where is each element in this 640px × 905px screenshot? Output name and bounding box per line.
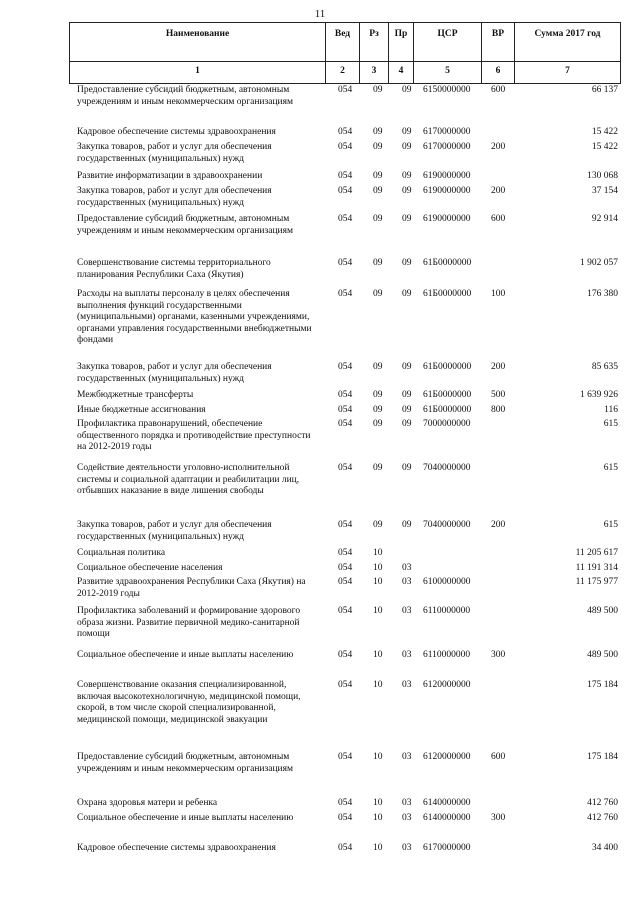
header-title: ВР	[491, 29, 505, 39]
row-pr: 09	[402, 520, 412, 530]
header-number: 5	[445, 66, 450, 76]
header-number: 3	[371, 66, 377, 76]
row-sum: 176 380	[587, 289, 618, 299]
header-col-ved	[325, 23, 359, 83]
header-col-rz	[359, 23, 388, 83]
row-pr: 03	[402, 606, 412, 616]
row-pr: 03	[402, 843, 412, 853]
row-csr: 61Б0000000	[423, 289, 472, 299]
row-vr: 200	[491, 362, 506, 372]
row-name: Кадровое обеспечение системы здравоохранения	[77, 127, 276, 137]
row-csr: 7040000000	[423, 520, 471, 530]
row-pr: 03	[402, 577, 412, 587]
row-rz: 09	[373, 186, 383, 196]
row-rz: 09	[373, 142, 383, 152]
row-name: Предоставление субсидий бюджетным, автономным учреждениям и иным некоммерческим организациям	[77, 752, 294, 774]
row-rz: 10	[373, 843, 383, 853]
row-sum: 15 422	[591, 142, 618, 152]
page-number: 11	[314, 8, 326, 20]
row-ved: 054	[338, 362, 353, 372]
row-vr: 100	[491, 289, 506, 299]
row-sum: 1 639 926	[580, 390, 618, 400]
header-col-vr	[481, 23, 514, 83]
row-vr: 600	[491, 85, 506, 95]
row-sum: 11 191 314	[575, 563, 618, 573]
row-pr: 09	[402, 171, 412, 181]
row-rz: 10	[373, 563, 383, 573]
row-rz: 09	[373, 171, 383, 181]
row-rz: 10	[373, 650, 383, 660]
row-rz: 10	[373, 752, 383, 762]
row-vr: 200	[491, 186, 506, 196]
row-ved: 054	[338, 798, 353, 808]
row-sum: 489 500	[587, 650, 618, 660]
row-pr: 03	[402, 813, 412, 823]
row-rz: 09	[373, 127, 383, 137]
row-csr: 6190000000	[423, 186, 471, 196]
row-rz: 09	[373, 85, 383, 95]
header-title: Рз	[369, 29, 379, 39]
row-sum: 615	[603, 463, 618, 473]
row-sum: 1 902 057	[580, 258, 618, 268]
row-sum: 37 154	[591, 186, 618, 196]
row-rz: 10	[373, 680, 383, 690]
row-name: Развитие здравоохранения Республики Саха (Якутия) на 2012-2019 годы	[77, 577, 306, 599]
row-vr: 600	[491, 214, 506, 224]
row-name: Закупка товаров, работ и услуг для обеспечения государственных (муниципальных) нужд	[77, 520, 272, 542]
row-rz: 10	[373, 548, 383, 558]
row-ved: 054	[338, 606, 353, 616]
row-rz: 09	[373, 362, 383, 372]
row-ved: 054	[338, 258, 353, 268]
header-col-pr	[388, 23, 413, 83]
row-vr: 300	[491, 813, 506, 823]
row-sum: 15 422	[591, 127, 618, 137]
row-vr: 200	[491, 142, 506, 152]
row-sum: 11 175 977	[575, 577, 618, 587]
row-csr: 7040000000	[423, 463, 471, 473]
row-ved: 054	[338, 752, 353, 762]
row-pr: 03	[402, 798, 412, 808]
row-name: Совершенствование оказания специализированной, включая высокотехнологичную, медицинской помощи, скорой, в том числе скорой специализированной, медицинской помощи, медицинской эвакуации	[77, 680, 301, 725]
row-sum: 412 760	[587, 798, 618, 808]
row-rz: 09	[373, 520, 383, 530]
row-sum: 175 184	[587, 752, 618, 762]
row-sum: 34 400	[591, 843, 618, 853]
row-pr: 09	[402, 142, 412, 152]
row-sum: 85 635	[591, 362, 618, 372]
header-col-name	[69, 23, 325, 83]
header-number: 2	[340, 66, 345, 76]
row-rz: 09	[373, 258, 383, 268]
row-name: Социальная политика	[77, 548, 166, 558]
row-ved: 054	[338, 171, 353, 181]
row-name: Закупка товаров, работ и услуг для обеспечения государственных (муниципальных) нужд	[77, 186, 272, 208]
row-sum: 130 068	[587, 171, 618, 181]
row-csr: 6150000000	[423, 85, 471, 95]
row-sum: 615	[603, 520, 618, 530]
row-ved: 054	[338, 548, 353, 558]
row-name: Профилактика заболеваний и формирование здорового образа жизни. Развитие первичной медико-санитарной помощи	[77, 606, 301, 639]
row-csr: 7000000000	[423, 419, 471, 429]
row-ved: 054	[338, 577, 353, 587]
row-csr: 6190000000	[423, 214, 471, 224]
row-sum: 92 914	[591, 214, 618, 224]
row-pr: 09	[402, 127, 412, 137]
row-csr: 6190000000	[423, 171, 471, 181]
row-ved: 054	[338, 650, 353, 660]
row-csr: 6110000000	[423, 650, 471, 660]
row-name: Социальное обеспечение населения	[77, 563, 223, 573]
row-ved: 054	[338, 520, 353, 530]
row-pr: 03	[402, 752, 412, 762]
row-pr: 09	[402, 419, 412, 429]
table-header	[69, 22, 621, 84]
row-ved: 054	[338, 680, 353, 690]
row-ved: 054	[338, 390, 353, 400]
row-csr: 6100000000	[423, 577, 471, 587]
row-vr: 600	[491, 752, 506, 762]
row-pr: 09	[402, 85, 412, 95]
row-pr: 09	[402, 214, 412, 224]
header-title: Пр	[394, 29, 408, 39]
row-name: Закупка товаров, работ и услуг для обеспечения государственных (муниципальных) нужд	[77, 142, 272, 164]
row-csr: 61Б0000000	[423, 362, 472, 372]
row-vr: 500	[491, 390, 506, 400]
row-rz: 10	[373, 813, 383, 823]
row-csr: 6170000000	[423, 127, 471, 137]
row-ved: 054	[338, 463, 353, 473]
row-name: Кадровое обеспечение системы здравоохранения	[77, 843, 276, 853]
row-sum: 615	[603, 419, 618, 429]
row-csr: 6120000000	[423, 752, 471, 762]
row-name: Закупка товаров, работ и услуг для обеспечения государственных (муниципальных) нужд	[77, 362, 272, 384]
header-divider	[69, 61, 621, 62]
row-csr: 61Б0000000	[423, 405, 472, 415]
row-rz: 09	[373, 214, 383, 224]
row-ved: 054	[338, 405, 353, 415]
row-rz: 10	[373, 606, 383, 616]
row-vr: 300	[491, 650, 506, 660]
row-csr: 6140000000	[423, 813, 471, 823]
row-vr: 800	[491, 405, 506, 415]
row-ved: 054	[338, 813, 353, 823]
row-csr: 61Б0000000	[423, 258, 472, 268]
header-number: 6	[495, 66, 501, 76]
header-title: Наименование	[165, 29, 230, 39]
row-name: Профилактика правонарушений, обеспечение общественного порядка и противодействие преступности на 2012-2019 годы	[77, 419, 311, 452]
header-col-csr	[413, 23, 481, 83]
row-pr: 09	[402, 186, 412, 196]
row-rz: 09	[373, 289, 383, 299]
row-csr: 6170000000	[423, 843, 471, 853]
row-pr: 03	[402, 563, 412, 573]
row-name: Содействие деятельности уголовно-исполнительной системы и социальной адаптации и реабилитации лиц, отбывших наказание в виде лишения свободы	[77, 463, 300, 496]
row-name: Иные бюджетные ассигнования	[77, 405, 206, 415]
row-csr: 6120000000	[423, 680, 471, 690]
row-pr: 03	[402, 680, 412, 690]
row-ved: 054	[338, 214, 353, 224]
header-number: 4	[398, 66, 404, 76]
row-name: Охрана здоровья матери и ребенка	[77, 798, 218, 808]
row-csr: 61Б0000000	[423, 390, 472, 400]
row-sum: 489 500	[587, 606, 618, 616]
row-name: Предоставление субсидий бюджетным, автономным учреждениям и иным некоммерческим организациям	[77, 85, 294, 107]
row-sum: 412 760	[587, 813, 618, 823]
row-pr: 09	[402, 405, 412, 415]
row-csr: 6140000000	[423, 798, 471, 808]
row-sum: 175 184	[587, 680, 618, 690]
row-name: Межбюджетные трансферты	[77, 390, 194, 400]
row-ved: 054	[338, 419, 353, 429]
row-name: Социальное обеспечение и иные выплаты населению	[77, 650, 294, 660]
header-title: Сумма 2017 год	[534, 29, 601, 39]
row-pr: 09	[402, 258, 412, 268]
row-pr: 09	[402, 390, 412, 400]
row-name: Предоставление субсидий бюджетным, автономным учреждениям и иным некоммерческим организациям	[77, 214, 294, 236]
row-sum: 11 205 617	[575, 548, 618, 558]
row-sum: 116	[604, 405, 618, 415]
row-ved: 054	[338, 85, 353, 95]
row-name: Развитие информатизации в здравоохранении	[77, 171, 263, 181]
row-ved: 054	[338, 843, 353, 853]
header-title: Вед	[334, 29, 351, 39]
header-number: 7	[565, 66, 570, 76]
header-col-sum	[514, 23, 621, 83]
row-pr: 09	[402, 463, 412, 473]
row-pr: 09	[402, 289, 412, 299]
row-csr: 6170000000	[423, 142, 471, 152]
row-name: Совершенствование системы территориального планирования Республики Саха (Якутия)	[77, 258, 271, 280]
row-rz: 09	[373, 419, 383, 429]
header-title: ЦСР	[437, 29, 458, 39]
row-name: Расходы на выплаты персоналу в целях обеспечения выполнения функций государственными (муниципальными) органами, казенными учреждениями, органами управления государственными внебюджетными фондами	[77, 289, 312, 345]
row-rz: 10	[373, 577, 383, 587]
row-ved: 054	[338, 289, 353, 299]
row-rz: 09	[373, 463, 383, 473]
row-vr: 200	[491, 520, 506, 530]
row-rz: 09	[373, 405, 383, 415]
row-csr: 6110000000	[423, 606, 471, 616]
row-ved: 054	[338, 127, 353, 137]
row-pr: 09	[402, 362, 412, 372]
row-ved: 054	[338, 186, 353, 196]
row-rz: 10	[373, 798, 383, 808]
header-number: 1	[195, 66, 200, 76]
row-ved: 054	[338, 142, 353, 152]
row-sum: 66 137	[591, 85, 618, 95]
row-ved: 054	[338, 563, 353, 573]
row-rz: 09	[373, 390, 383, 400]
row-pr: 03	[402, 650, 412, 660]
row-name: Социальное обеспечение и иные выплаты населению	[77, 813, 294, 823]
